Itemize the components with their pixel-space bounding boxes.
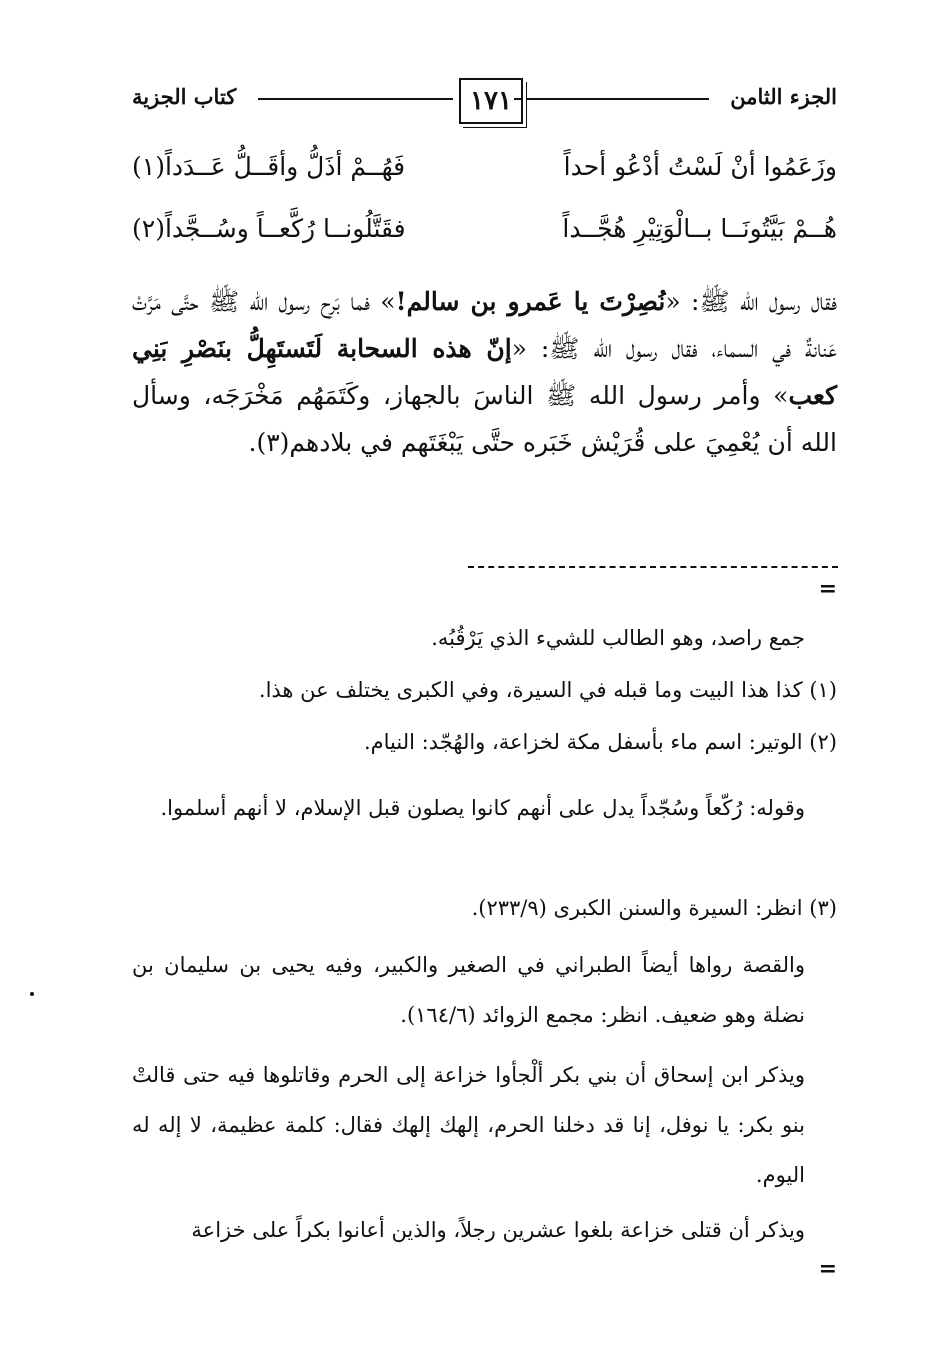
- footnote-3-text: ويذكر أن قتلى خزاعة بلغوا عشرين رجلاً، والذين أعانوا بكراً على خزاعة: [191, 1218, 805, 1242]
- body-text: » فما بَرِح رسول الله ﷺ حتَّى مَرَّتْ عَنانةٌ في السماء، فقال رسول الله ﷺ: «: [132, 287, 837, 363]
- book-title: كتاب الجزية: [132, 84, 237, 109]
- hadith-quote: إنّ هذه السحابة لَتَستَهِلُّ بنَصْرِ بَنِي كعب: [132, 334, 837, 410]
- footnote-3-text: والقصة رواها أيضاً الطبراني في الصغير والكبير، وفيه يحيى بن سليمان بن نضلة وهو ضعيف. انظر: مجمع الزوائد (١٦٤/٦).: [132, 953, 805, 1027]
- body-text: » وأمر رسول الله ﷺ الناسَ بالجهاز، وكَتَمَهُم مَخْرَجَه، وسأل الله أن يُعْمِيَ على قُرَيْش خَبَره حتَّى يَبْغَتَهم في بلادهم(٣).: [132, 381, 837, 457]
- verse-hemistich-first: هُــمْ بَيَّتُونَــا بــالْوَتِيْرِ هُجَّــداً: [562, 214, 837, 243]
- verse-line: [132, 152, 837, 196]
- footnote-3: (٣) انظر: السيرة والسنن الكبرى (٢٣٣/٩).: [471, 896, 837, 920]
- footnote-separator: [468, 566, 838, 568]
- running-header: [132, 78, 837, 124]
- body-paragraph: [132, 278, 837, 568]
- header-rule-right: [514, 98, 709, 100]
- body-text: فقال رسول الله ﷺ: «: [665, 287, 837, 316]
- page-number: ١٧١: [459, 78, 523, 124]
- footnote-1: (١) كذا هذا البيت وما قبله في السيرة، وفي الكبرى يختلف عن هذا.: [258, 678, 837, 702]
- continuation-mark: =: [818, 576, 837, 602]
- part-title: الجزء الثامن: [730, 84, 837, 109]
- verse-line: [132, 214, 837, 258]
- hadith-quote: نُصِرْتَ يا عَمرو بن سالم!: [395, 287, 666, 316]
- header-rule-left: [258, 98, 453, 100]
- verse-hemistich-second: فقَتَّلُونــا رُكَّعــاً وسُــجَّداً(٢): [132, 214, 406, 243]
- continuation-mark: =: [818, 1256, 837, 1282]
- footnote-continuation: جمع راصد، وهو الطالب للشيء الذي يَرْقُبُه.: [431, 626, 805, 650]
- verse-hemistich-second: فَهُــمْ أذَلُّ وأقَــلُّ عَــدَداً(١): [132, 152, 406, 181]
- footnote-2-comment: وقوله: رُكّعاً وسُجّداً يدل على أنهم كانوا يصلون قبل الإسلام، لا أنهم أسلموا.: [160, 796, 805, 820]
- footnote-2: (٢) الوتير: اسم ماء بأسفل مكة لخزاعة، والهُجّد: النيام.: [363, 730, 837, 754]
- footnote-3-text: ويذكر ابن إسحاق أن بني بكر ألْجأوا خزاعة إلى الحرم وقاتلوها فيه حتى قالتْ بنو بكر: يا نوفل، إنا قد دخلنا الحرم، إلهك إلهك فقال: كلمة عظيمة، لا إله له اليوم.: [132, 1063, 805, 1187]
- verse-hemistich-first: وزَعَمُوا أنْ لَسْتُ أدْعُو أحداً: [563, 152, 837, 181]
- scan-speck: [30, 992, 34, 996]
